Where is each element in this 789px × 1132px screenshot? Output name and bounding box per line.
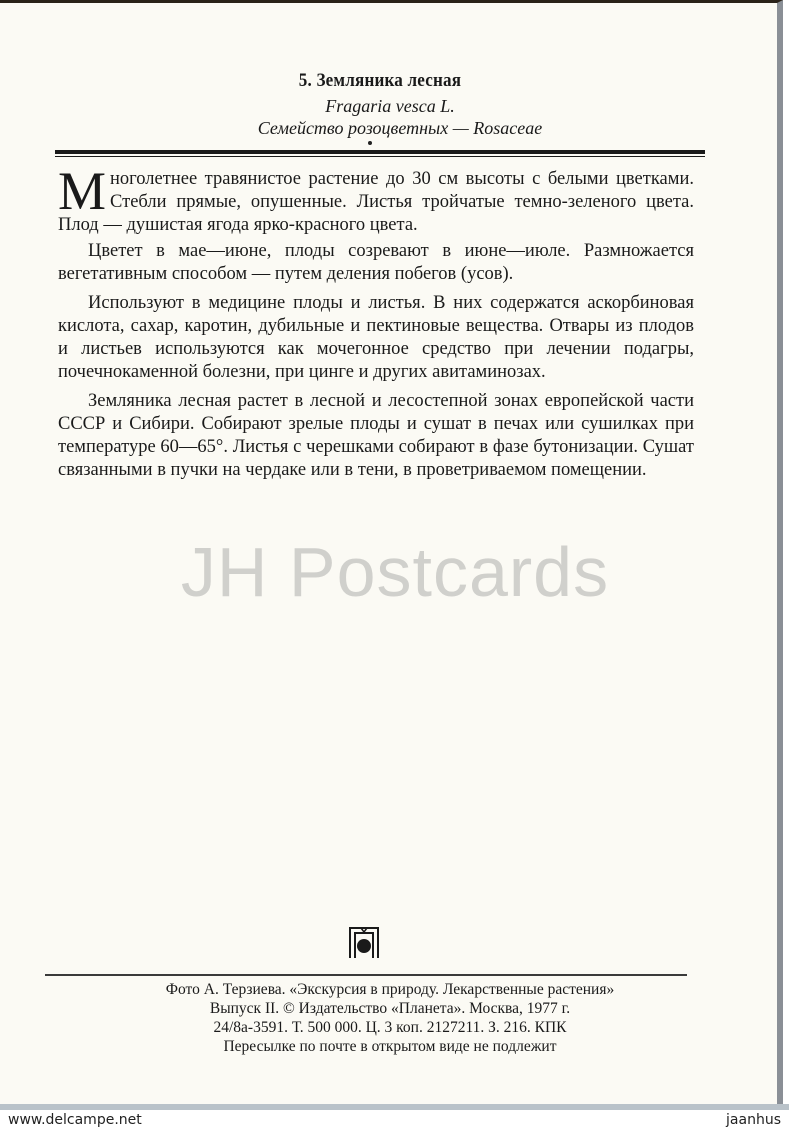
imprint-photo-credit: Фото А. Терзиева. «Экскурсия в природу. Лекарственные растения» — [165, 981, 615, 998]
planeta-logo-icon — [347, 925, 381, 959]
imprint-publisher: Выпуск II. © Издательство «Планета». Москва, 1977 г. — [209, 1000, 571, 1017]
seller-credit: jaanhus — [726, 1112, 781, 1128]
imprint-mail-notice: Пересылке по почте в открытом виде не подлежит — [223, 1038, 557, 1055]
description-text — [58, 161, 694, 482]
paragraph-description — [58, 161, 694, 237]
latin-name: Fragaria vesca L. — [325, 96, 455, 116]
imprint — [40, 980, 740, 1056]
footer-rule — [45, 974, 687, 976]
ornament-dot — [368, 141, 372, 145]
paragraph-flowering: Цветет в мае—июне, плоды созревают в июне—июле. Размножается вегетативным способом — путем деления побегов (усов). — [58, 241, 694, 284]
paragraph-medicine: Используют в медицине плоды и листья. В них содержатся аскорбиновая кислота, сахар, каротин, дубильные и пектиновые вещества. Отвары из плодов и листьев используются как мочегонное средство при лечении подагры, почечнокаменной болезни, при цинге и других авитаминозах. — [58, 293, 694, 382]
card-edge — [0, 1104, 789, 1110]
header-rule-thick — [55, 150, 705, 154]
family-russian: Семейство розоцветных — — [257, 118, 474, 138]
family-latin: Rosaceae — [473, 118, 543, 138]
site-credit: www.delcampe.net — [8, 1112, 142, 1128]
paragraph-habitat: Земляника лесная растет в лесной и лесостепной зонах европейской части СССР и Сибири. Собирают зрелые плоды и сушат в печах или сушилках при температуре 60—65°. Листья с черешками собирают в фазе бутонизации. Сушат связанными в пучки на чердаке или в тени, в проветриваемом помещении. — [58, 391, 694, 480]
paragraph-1-text: ноголетнее травянистое растение до 30 см высоты с белыми цветками. Стебли прямые, опушенные. Листья тройчатые темно-зеленого цвета. Плод — душистая ягода ярко-красного цвета. — [58, 169, 694, 235]
plant-title: 5. Земляника лесная — [298, 70, 462, 91]
header-rule-thin — [55, 156, 705, 157]
plant-family — [0, 118, 789, 139]
dropcap-letter: М — [58, 161, 107, 221]
watermark: JH Postcards — [180, 533, 610, 611]
imprint-print-info: 24/8а-3591. Т. 500 000. Ц. 3 коп. 2127211. З. 216. КПК — [213, 1019, 567, 1036]
